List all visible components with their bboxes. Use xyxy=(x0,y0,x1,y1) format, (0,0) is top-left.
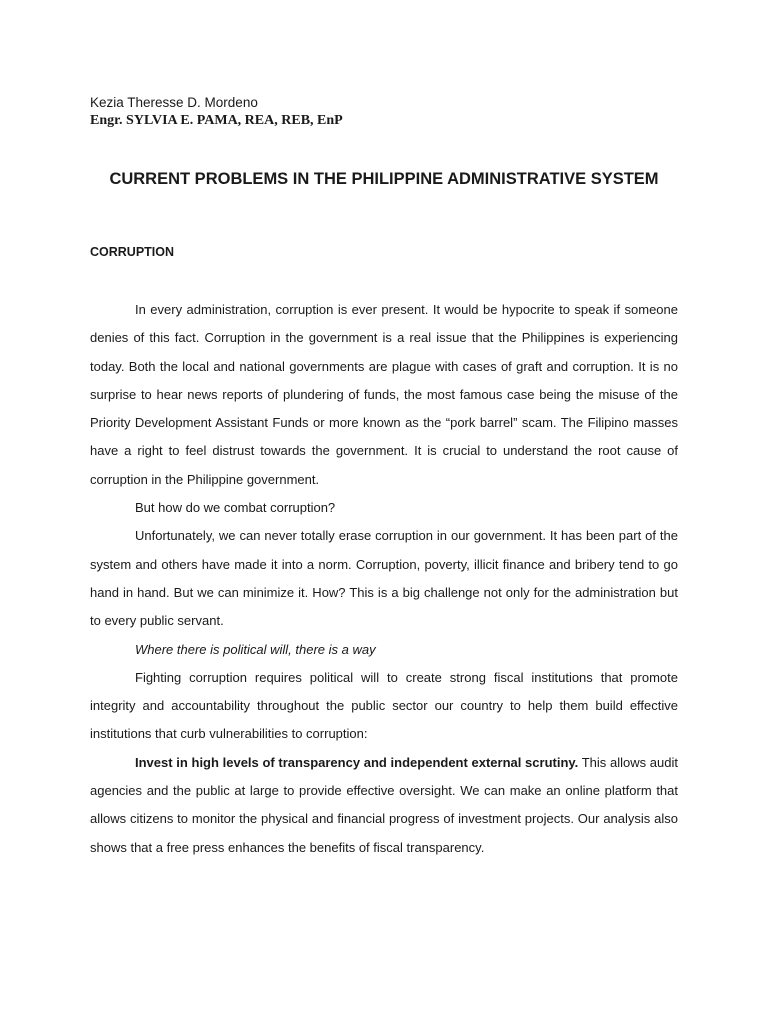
paragraph-3: Unfortunately, we can never totally erase corruption in our government. It has been part of the system and others have made it into a norm. Corruption, poverty, illicit finance and bribery tend to go hand in hand. But we can minimize it. How? This is a big challenge not only for the administration but to every public servant. xyxy=(90,528,678,629)
paragraph-6-bold-lead: Invest in high levels of transparency and independent external scrutiny. xyxy=(135,754,579,770)
paragraph-6 xyxy=(90,749,678,862)
author-name: Kezia Theresse D. Mordeno xyxy=(90,95,258,110)
paragraph-2: But how do we combat corruption? xyxy=(135,500,336,516)
paragraph-4-italic: Where there is political will, there is a way xyxy=(135,641,376,657)
document-body xyxy=(90,296,678,862)
section-heading: CORRUPTION xyxy=(90,245,175,259)
paragraph-5: Fighting corruption requires political will to create strong fiscal institutions that promote integrity and accountability throughout the public sector our country to help them build effective institutions that curb vulnerabilities to corruption: xyxy=(90,669,678,742)
instructor-name: Engr. SYLVIA E. PAMA, REA, REB, EnP xyxy=(90,113,343,128)
paragraph-1: In every administration, corruption is ever present. It would be hypocrite to speak if someone denies of this fact. Corruption in the government is a real issue that the Philippines is experiencing today. Both the local and national governments are plague with cases of graft and corruption. It is no surprise to hear news reports of plundering of funds, the most famous case being the misuse of the Priority Development Assistant Funds or more known as the “pork barrel” scam. The Filipino masses have a right to feel distrust towards the government. It is crucial to understand the root cause of corruption in the Philippine government. xyxy=(90,302,678,487)
paragraph-6-rest: This allows audit agencies and the public at large to provide effective oversight. We can make an online platform that allows citizens to monitor the physical and financial progress of investment projects. Our analysis also shows that a free press enhances the benefits of fiscal transparency. xyxy=(90,754,678,855)
document-title: CURRENT PROBLEMS IN THE PHILIPPINE ADMINISTRATIVE SYSTEM xyxy=(109,170,659,188)
